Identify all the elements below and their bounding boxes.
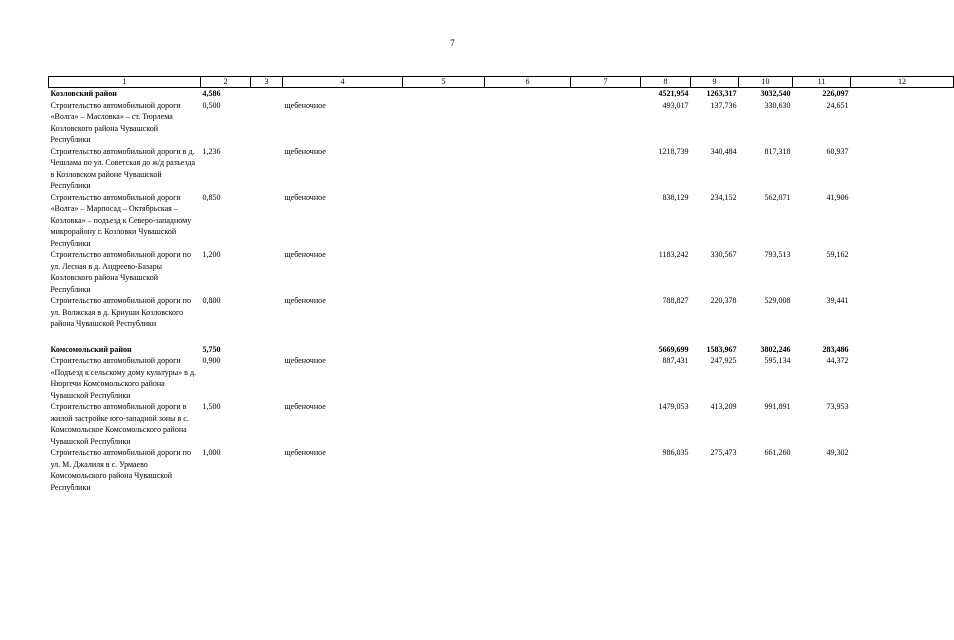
header-row [49,77,954,88]
road-name: Строительство автомобильной дороги по ул. М. Джалиля в с. Урмаево Комсомольского района Чувашской Республики [50,448,191,492]
district-total-col-11: 226,097 [822,89,849,98]
table-row [49,100,954,146]
road-length: 0,900 [202,356,221,365]
cost-col-8: 1479,053 [658,402,689,411]
road-name: Строительство автомобильной дороги «Волга» – Масловка» – ст. Тюрлема Козловского района Чувашской Республики [50,100,181,144]
cost-col-8: 838,129 [662,192,689,202]
road-surface: щебеночное [284,296,326,305]
road-length: 0,800 [202,296,221,305]
road-length: 1,500 [202,402,221,411]
district-total-col-10: 3802,246 [760,344,791,354]
road-name: Строительство автомобильной дороги по ул. Волжская в д. Криуши Козловского района Чувашской Республики [50,296,191,328]
cost-col-9: 234,152 [710,192,737,202]
cost-col-9: 275,473 [710,448,737,457]
header-col-3: 3 [251,77,283,88]
header-col-10: 10 [739,77,793,88]
cost-col-8: 887,431 [662,356,689,365]
cost-col-9: 330,567 [710,250,737,259]
table-row [49,447,954,493]
road-surface: щебеночное [284,356,326,365]
table-row [49,146,954,192]
cost-col-8: 1218,739 [658,146,689,156]
cost-col-11: 59,162 [826,250,849,259]
page-number: 7 [450,38,455,48]
cost-col-8: 493,017 [662,100,689,110]
cost-col-10: 991,891 [764,402,791,411]
road-length: 1,236 [202,146,221,156]
cost-col-10: 793,513 [764,250,791,259]
cost-col-8: 788,827 [662,296,689,305]
road-name: Строительство автомобильной дороги «Подъезд к сельскому дому культуры» в д. Нюргечи Комсомольского района Чувашской Республики [50,356,197,400]
header-col-9: 9 [691,77,739,88]
cost-col-9: 413,209 [710,402,737,411]
road-name: Строительство автомобильной дороги по ул. Лесная в д. Андреево-Базары Козловского района Чувашской Республики [50,250,191,294]
district-total-col-9: 1583,967 [706,344,737,354]
cost-col-11: 49,302 [826,448,849,457]
road-length: 1,000 [202,448,221,457]
header-col-5: 5 [403,77,485,88]
cost-col-11: 41,906 [826,192,849,202]
road-length: 0,850 [202,192,221,202]
road-name: Строительство автомобильной дороги в жилой застройке юго-западной зоны в с. Комсомольское Комсомольского района Чувашской Республики [50,402,189,446]
road-surface: щебеночное [284,402,326,411]
cost-col-8: 1183,242 [658,250,689,259]
table-row [49,295,954,330]
road-surface: щебеночное [284,448,326,457]
district-name: Комсомольский район [50,344,132,354]
cost-col-11: 73,953 [826,402,849,411]
district-total-col-8: 4521,954 [658,89,689,98]
section-spacer [49,330,954,344]
road-surface: щебеночное [284,100,326,110]
district-name: Козловский район [50,89,117,98]
district-row-komsomolsky [49,344,954,356]
cost-col-11: 39,441 [826,296,849,305]
table-row [49,401,954,447]
road-name: Строительство автомобильной дороги в д. Чешлама по ул. Советская до ж/д разъезда в Козловском районе Чувашской Республики [50,146,196,190]
table-row [49,249,954,295]
district-total-col-10: 3032,540 [760,89,791,98]
cost-col-10: 330,630 [764,100,791,110]
table-row [49,355,954,401]
road-name: Строительство автомобильной дороги «Волга» – Марпосад – Октябрьская – Козловка» – подъезд к Северо-западному микрорайону г. Козловки Чувашской Республики [50,192,192,248]
header-col-7: 7 [571,77,641,88]
cost-col-9: 247,925 [710,356,737,365]
road-surface: щебеночное [284,250,326,259]
header-col-1: 1 [49,77,201,88]
cost-col-11: 60,937 [826,146,849,156]
road-length: 1,200 [202,250,221,259]
cost-col-10: 595,134 [764,356,791,365]
header-col-2: 2 [201,77,251,88]
district-length: 5,750 [202,344,221,354]
road-construction-table [48,76,954,493]
district-length: 4,586 [202,89,221,98]
table-row [49,192,954,250]
district-row-kozlovsky [49,88,954,100]
cost-col-9: 340,484 [710,146,737,156]
road-length: 0,500 [202,100,221,110]
header-col-4: 4 [283,77,403,88]
district-total-col-11: 283,486 [822,344,849,354]
header-col-6: 6 [485,77,571,88]
road-surface: щебеночное [284,146,326,156]
cost-col-10: 529,008 [764,296,791,305]
road-surface: щебеночное [284,192,326,202]
cost-col-9: 220,378 [710,296,737,305]
district-total-col-8: 5669,699 [658,344,689,354]
cost-col-10: 817,318 [764,146,791,156]
cost-col-11: 24,651 [826,100,849,110]
cost-col-10: 661,260 [764,448,791,457]
header-col-12: 12 [851,77,954,88]
cost-col-10: 562,071 [764,192,791,202]
header-col-11: 11 [793,77,851,88]
cost-col-9: 137,736 [710,100,737,110]
cost-col-8: 986,035 [662,448,689,457]
header-col-8: 8 [641,77,691,88]
district-total-col-9: 1263,317 [706,89,737,98]
cost-col-11: 44,372 [826,356,849,365]
